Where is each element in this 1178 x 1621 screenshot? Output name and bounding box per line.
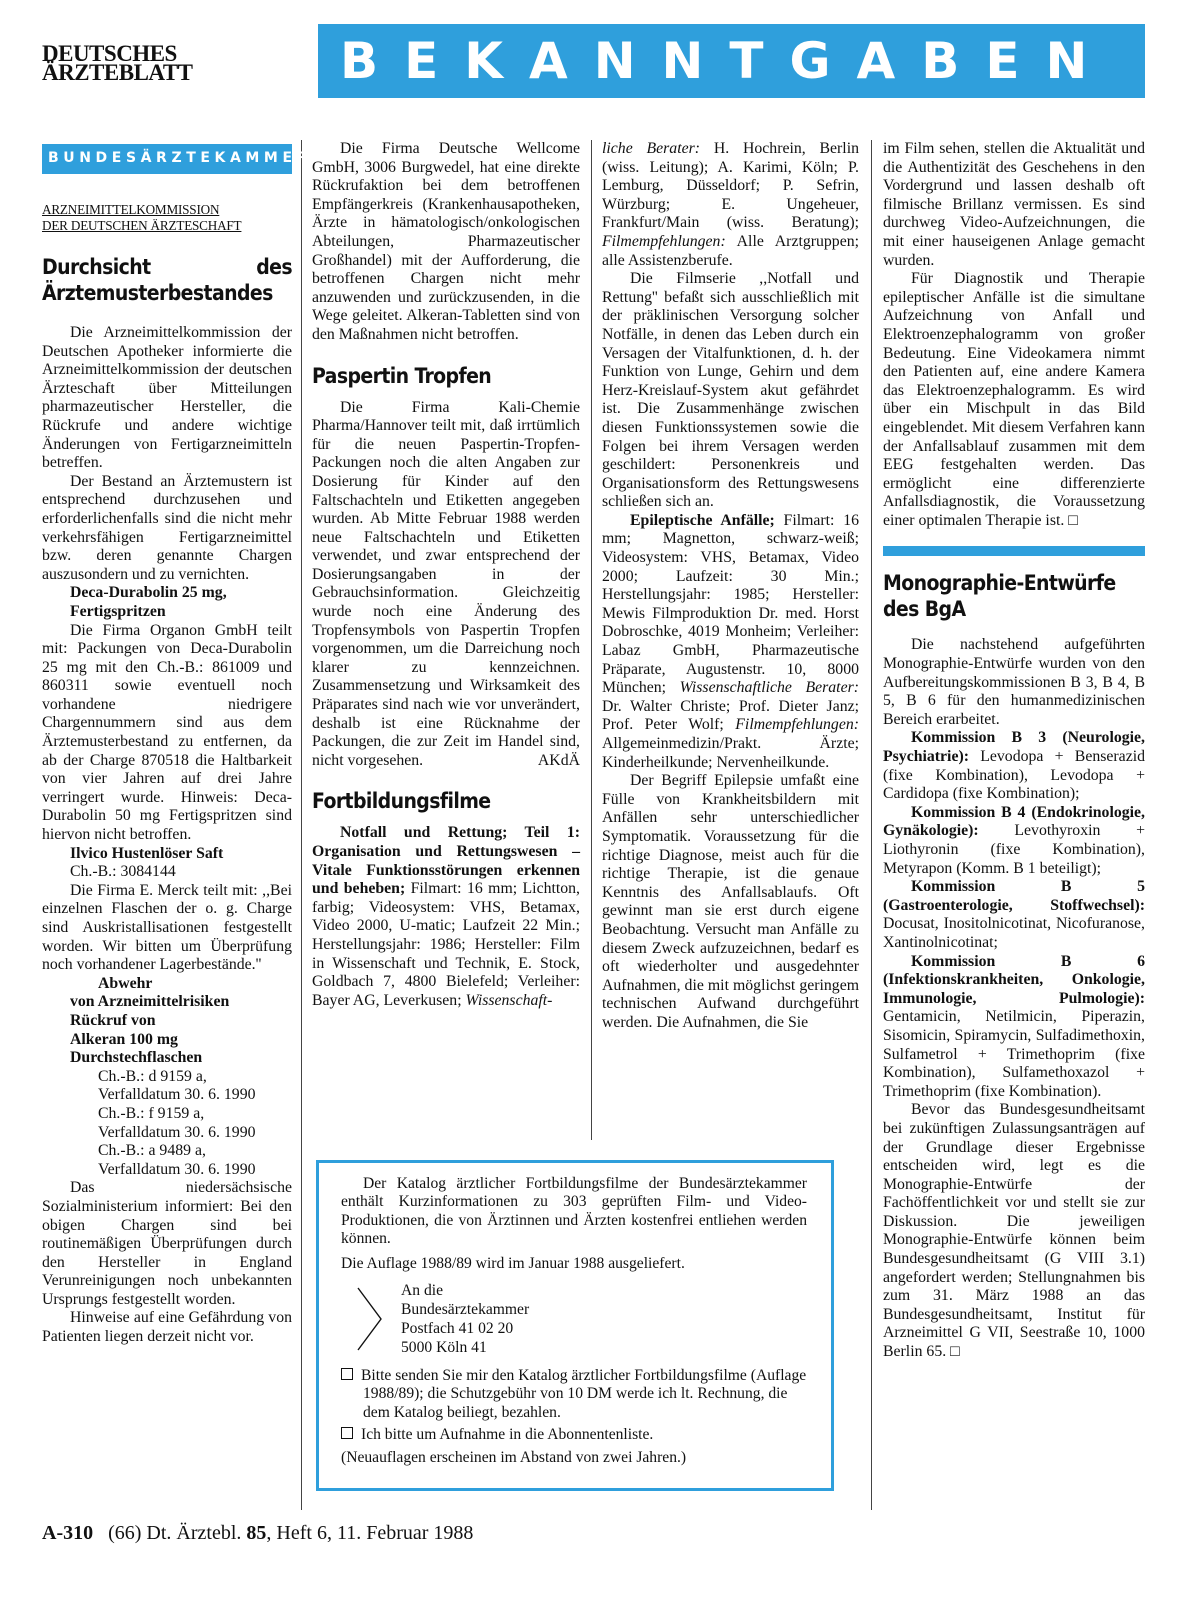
box-note: (Neuauflagen erscheinen im Abstand von zwei Jahren.) <box>341 1448 687 1466</box>
paragraph <box>312 399 580 771</box>
label-italic: Filmempfehlungen: <box>735 716 859 734</box>
end-mark: □ <box>1068 511 1078 529</box>
label-italic: Filmempfehlungen: <box>602 232 726 250</box>
commission-items: Docusat, Inositolnicotinat, Nicofuranose, Xantinolnicotinat; <box>883 915 1145 951</box>
subscribe-option[interactable] <box>341 1426 807 1444</box>
checkbox-icon[interactable] <box>341 1427 353 1439</box>
footer-volume: 85 <box>246 1522 267 1544</box>
paragraph-text: Die Firma Kali-Chemie Pharma/Hannover teilt mit, daß irrtümlich für die neuen Paspertin-Tropfen-Packungen noch die alten Angaben zur Dosierung für Kinder auf den Faltschachteln und Etiketten angegeben wurden. Ab Mitte Februar 1988 werden neue Faltschachteln und Etiketten verwendet, und zwar entsprechend der Dosierungsangaben in der Gebrauchsinformation. Gleichzeitig wurde noch eine Änderung des Tropfensymbols von Paspertin Tropfen vorgenommen, um die Darreichung noch klarer zu kennzeichnen. Zusammensetzung und Wirksamkeit des Präparates sind nach wie vor unverändert, deshalb ist eine Rücknahme der Packungen, die zur Zeit im Handel sind, nicht vorgesehen. <box>312 398 580 769</box>
paragraph-text: Alle Arztgruppen; alle Assistenzberufe. <box>602 232 859 269</box>
paragraph: Die Firma Organon GmbH teilt mit: Packungen von Deca-Durabolin 25 mg mit den Ch.-B.: 861009 und 860311 sowie eventuell noch vorhandene niedrigere Chargennummern sind aus dem Ärztemusterbestand zu entfernen, da ab der Charge 870518 die Haltbarkeit von vier Jahren auf drei Jahre verringert wurde. Hinweis: Deca-Durabolin 50 mg Fertigspritzen sind hiervon nicht betroffen. <box>42 621 292 844</box>
paragraph <box>883 804 1145 878</box>
column-3 <box>602 140 859 1033</box>
box-paragraph: Der Katalog ärztlicher Fortbildungsfilme der Bundesärztekammer enthält Kurzinformationen zu 303 geprüften Film- und Video-Produktionen, die von Ärztinnen und Ärzten kostenfrei entliehen werden können. <box>341 1175 807 1248</box>
column-4 <box>883 140 1145 1362</box>
checkbox-icon[interactable] <box>341 1368 353 1380</box>
section-subtitle <box>42 202 292 234</box>
banner <box>318 24 1145 98</box>
paragraph: Der Bestand an Ärztemustern ist entsprechend durchzusehen und erforderlichenfalls sind die nicht mehr verkehrsfähigen Fertigarzneimittel bzw. deren genannte Chargen auszusondern und zu vernichten. <box>42 472 292 583</box>
paragraph <box>883 1101 1145 1361</box>
film-title: Epileptische Anfälle; <box>630 511 775 529</box>
order-option[interactable] <box>341 1367 807 1422</box>
subheading: Rückruf von <box>70 1011 156 1029</box>
page-footer <box>42 1522 473 1545</box>
film-details: Filmart: 16 mm; Lichtton, farbig; Videosystem: VHS, Betamax, Video 2000, U-matic; Laufzeit 22 Min.; Herstellungsjahr: 1986; Hersteller: Film in Wissenschaft und Technik, E. Stock, Goldbach 7, 4800 Bielefeld; Verleiher: Bayer AG, Leverkusen; <box>312 880 580 1009</box>
subheading: von Arzneimittelrisiken <box>70 993 230 1011</box>
film-details: Dr. Walter Christe; Prof. Dieter Janz; Prof. Peter Wolf; <box>602 697 859 734</box>
signature: AKdÄ <box>537 751 580 769</box>
batch-line: Ch.-B.: d 9159 a, <box>98 1067 207 1085</box>
address-block <box>401 1281 807 1357</box>
film-title: Notfall und Rettung; Teil 1: Organisation und Rettungswesen – Vitale Funktionsstörungen erkennen und beheben; <box>312 824 580 898</box>
paragraph: Die Arzneimittelkommission der Deutschen Apotheker informierte die Arzneimittelkommission der deutschen Ärzteschaft über Mitteilungen pharmazeutischer Hersteller, die Rückrufe und andere wichtige Änderungen von Fertigarzneimitteln betreffen. <box>42 324 292 472</box>
paragraph-text: H. Hochrein, Berlin (wiss. Leitung); A. Karimi, Köln; P. Lemburg, Düsseldorf; P. Sefrin, Würzburg; E. Ungeheuer, Frankfurt/Main (wiss. Beratung); <box>602 140 859 232</box>
section-bar <box>42 144 312 174</box>
footer-citation: (66) Dt. Ärztebl. <box>108 1522 247 1544</box>
batch-line: Ch.-B.: f 9159 a, <box>98 1104 205 1122</box>
subheading: Alkeran 100 mg <box>70 1030 178 1048</box>
paragraph <box>602 140 859 270</box>
address-line: Postfach 41 02 20 <box>401 1320 514 1338</box>
expiry-line: Verfalldatum 30. 6. 1990 <box>98 1086 256 1104</box>
article-heading: Fortbildungsfilme <box>312 789 491 814</box>
address-line: Bundesärztekammer <box>401 1301 530 1319</box>
paragraph: Die Firma E. Merck teilt mit: ,,Bei einzelnen Flaschen der o. g. Charge sind Auskristallisationen festgestellt worden. Wir bitten um Überprüfung noch vorhandener Lagerbestände.'' <box>42 881 292 974</box>
masthead-line1: DEUTSCHES <box>42 41 177 66</box>
catalog-order-box <box>316 1160 834 1491</box>
box-paragraph: Die Auflage 1988/89 wird im Januar 1988 ausgeliefert. <box>341 1254 685 1272</box>
masthead-line2: ÄRZTEBLATT <box>42 60 193 85</box>
column-1 <box>42 140 312 1347</box>
paragraph <box>883 878 1145 952</box>
expiry-line: Verfalldatum 30. 6. 1990 <box>98 1160 256 1178</box>
address-line: An die <box>401 1282 444 1300</box>
footer-issue: , Heft 6, 11. Februar 1988 <box>266 1522 474 1544</box>
column-rule <box>591 140 592 1140</box>
column-2 <box>312 140 580 1010</box>
paragraph: Die nachstehend aufgeführten Monographie-Entwürfe wurden von den Aufbereitungskommissionen B 3, B 4, B 5, B 6 für den humanmedizinischen Bereich erarbeitet. <box>883 636 1145 728</box>
film-details-italic: Wissenschaft- <box>465 991 553 1009</box>
column-rule <box>871 140 872 1510</box>
subheading: Fertigspritzen <box>70 602 166 620</box>
label-italic: Wissenschaftliche Berater: <box>679 679 859 697</box>
section-bar-label: BUNDESÄRZTEKAMMER <box>48 150 312 166</box>
banner-title: BEKANNTGABEN <box>340 32 1114 90</box>
subheading: Ilvico Hustenlöser Saft <box>70 844 224 862</box>
paragraph: Die Filmserie ,,Notfall und Rettung'' befaßt sich ausschließlich mit der präklinischen Versorgung solcher Notfälle, in denen das Leben durch ein Versagen der Vitalfunktionen, d. h. der Funktion von Lunge, Gehirn und dem Herz-Kreislauf-System akut gefährdet ist. Die Zusammenhänge zwischen diesen Funktionssystemen sowie die Folgen bei ihrem Versagen werden geschildert: Personenkreis und Organisationsform des Rettungswesens schließen sich an. <box>602 270 859 511</box>
end-mark: □ <box>950 1343 960 1361</box>
commission-label: Kommission B 5 (Gastroenterologie, Stoffwechsel): <box>883 878 1145 914</box>
paragraph <box>883 729 1145 803</box>
address-line: 5000 Köln 41 <box>401 1339 487 1357</box>
column-rule <box>301 140 302 1510</box>
page-number: A-310 <box>42 1522 94 1544</box>
paragraph-text: Bevor das Bundesgesundheitsamt bei zukünftigen Zulassungsanträgen auf der Grundlage dieser Ergebnisse entscheiden wird, legt es die Monographie-Entwürfe der Fachöffentlichkeit vor und stellt sie zur Diskussion. Die jeweiligen Monographie-Entwürfe können beim Bundesgesundheitsamt (G VIII 3.1) angefordert werden; Stellungnahmen bis zum 31. März 1988 an das Bundesgesundheitsamt, Institut für Arzneimittel G VII, Seestraße 10, 1000 Berlin 65. <box>883 1101 1145 1361</box>
subheading: Durchstechflaschen <box>70 1049 203 1067</box>
section-subtitle-line2: DER DEUTSCHEN ÄRZTESCHAFT <box>42 218 242 233</box>
commission-items: Gentamicin, Netilmicin, Piperazin, Sisomicin, Spiramycin, Sulfadimethoxin, Sulfametrol + Trimethoprim (fixe Kombination), Sulfamethoxazol + Trimethoprim (fixe Kombination). <box>883 1008 1145 1100</box>
commission-items: Levothyroxin + Liothyronin (fixe Kombination), Metyrapon (Komm. B 1 beteiligt); <box>883 822 1145 877</box>
subheading: Abwehr <box>98 974 153 992</box>
batch-line: Ch.-B.: a 9489 a, <box>98 1142 206 1160</box>
paragraph: im Film sehen, stellen die Aktualität und die Authentizität des Geschehens in den Vordergrund und lassen deshalb oft filmische Brillanz vermissen. Es sind durchweg Video-Aufzeichnungen, die mit einer hauseigenen Anlage gemacht wurden. <box>883 140 1145 269</box>
subheading: Deca-Durabolin 25 mg, <box>70 584 227 602</box>
article-heading: Durchsicht des Ärztemusterbestandes <box>42 255 292 305</box>
order-option-label: Bitte senden Sie mir den Katalog ärztlicher Fortbildungsfilme (Auflage 1988/89); die Schutzgebühr von 10 DM werde ich lt. Rechnung, die dem Katalog beiliegt, bezahlen. <box>361 1367 807 1421</box>
commission-items: Levodopa + Benserazid (fixe Kombination), Levodopa + Cardidopa (fixe Kombination); <box>883 748 1145 803</box>
section-divider <box>883 546 1145 556</box>
chevron-right-icon <box>357 1287 383 1351</box>
commission-label: Kommission B 3 (Neurologie, Psychiatrie): <box>883 729 1145 766</box>
expiry-line: Verfalldatum 30. 6. 1990 <box>98 1123 256 1141</box>
commission-label: Kommission B 4 (Endokrinologie, Gynäkologie): <box>883 803 1145 840</box>
section-subtitle-line1: ARZNEIMITTELKOMMISSION <box>42 202 220 217</box>
paragraph <box>883 270 1145 530</box>
paragraph-text: Für Diagnostik und Therapie epileptischer Anfälle ist die simultane Aufzeichnung von Anfall und Elektroenzephalogramm von großer Bedeutung. Eine Videokamera nimmt den Patienten auf, eine andere Kamera das Elektroenzephalogramm. Es wird über ein Mischpult in das Bild eingeblendet. Mit diesem Verfahren kann der Anfallsablauf zusammen mit dem EEG festgehalten werden. Das ermöglicht eine differenzierte Anfallsdiagnostik, die Voraussetzung einer optimalen Therapie ist. <box>883 270 1145 529</box>
paragraph: Die Firma Deutsche Wellcome GmbH, 3006 Burgwedel, hat eine direkte Rückrufaktion bei dem betroffenen Empfängerkreis (Krankenhausapotheken, Ärzte in hämatologisch/onkologischen Abteilungen, Pharmazeutischer Großhandel) mit der Aufforderung, die betroffenen Chargen nicht mehr anzuwenden und zurückzusenden, in die Wege geleitet. Alkeran-Tabletten sind von den Maßnahmen nicht betroffen. <box>312 140 580 343</box>
paragraph <box>883 953 1145 1102</box>
film-details: Filmart: 16 mm; Magnetton, schwarz-weiß; Videosystem: VHS, Betamax, Video 2000; Laufzeit: 30 Min.; Herstellungsjahr: 1985; Hersteller: Mewis Filmproduktion Dr. med. Horst Dobroschke, 4019 Monheim; Verleiher: Labaz GmbH, Pharmazeutische Präparate, Augustenstr. 10, 8000 München; <box>602 511 859 697</box>
batch-line: Ch.-B.: 3084144 <box>70 863 176 881</box>
paragraph: Das niedersächsische Sozialministerium informiert: Bei den obigen Chargen sind bei routinemäßigen Überprüfungen durch den Hersteller in England Verunreinigungen noch unbekannten Ursprungs festgestellt worden. <box>42 1179 292 1308</box>
masthead <box>42 41 193 85</box>
article-heading: Paspertin Tropfen <box>312 363 492 388</box>
film-details: Allgemeinmedizin/Prakt. Ärzte; Kinderheilkunde; Nervenheilkunde. <box>602 735 859 771</box>
paragraph <box>602 512 859 772</box>
paragraph: Der Begriff Epilepsie umfaßt eine Fülle von Krankheitsbildern mit Anfällen sehr unterschiedlicher Symptomatik. Voraussetzung für die richtige Diagnose, meist auch für die richtige Therapie, ist die genaue Kenntnis des Anfallsablaufs. Oft gewinnt man sie erst durch eigene Beobachtung. Versucht man Anfälle zu diesem Zweck aufzuzeichnen, bedarf es oft wiederholter und ausgedehnter Aufnahmen, die mit möglichst geringem technischen Aufwand durchgeführt werden. Die Aufnahmen, die Sie <box>602 772 859 1031</box>
subscribe-option-label: Ich bitte um Aufnahme in die Abonnentenliste. <box>361 1426 654 1444</box>
paragraph <box>312 824 580 1010</box>
label-italic: liche Berater: <box>602 140 701 157</box>
article-heading: Monographie-Entwürfe des BgA <box>883 571 1116 622</box>
paragraph: Hinweise auf eine Gefährdung von Patienten liegen derzeit nicht vor. <box>42 1309 292 1346</box>
commission-label: Kommission B 6 (Infektionskrankheiten, Onkologie, Immunologie, Pulmologie): <box>883 952 1145 1007</box>
